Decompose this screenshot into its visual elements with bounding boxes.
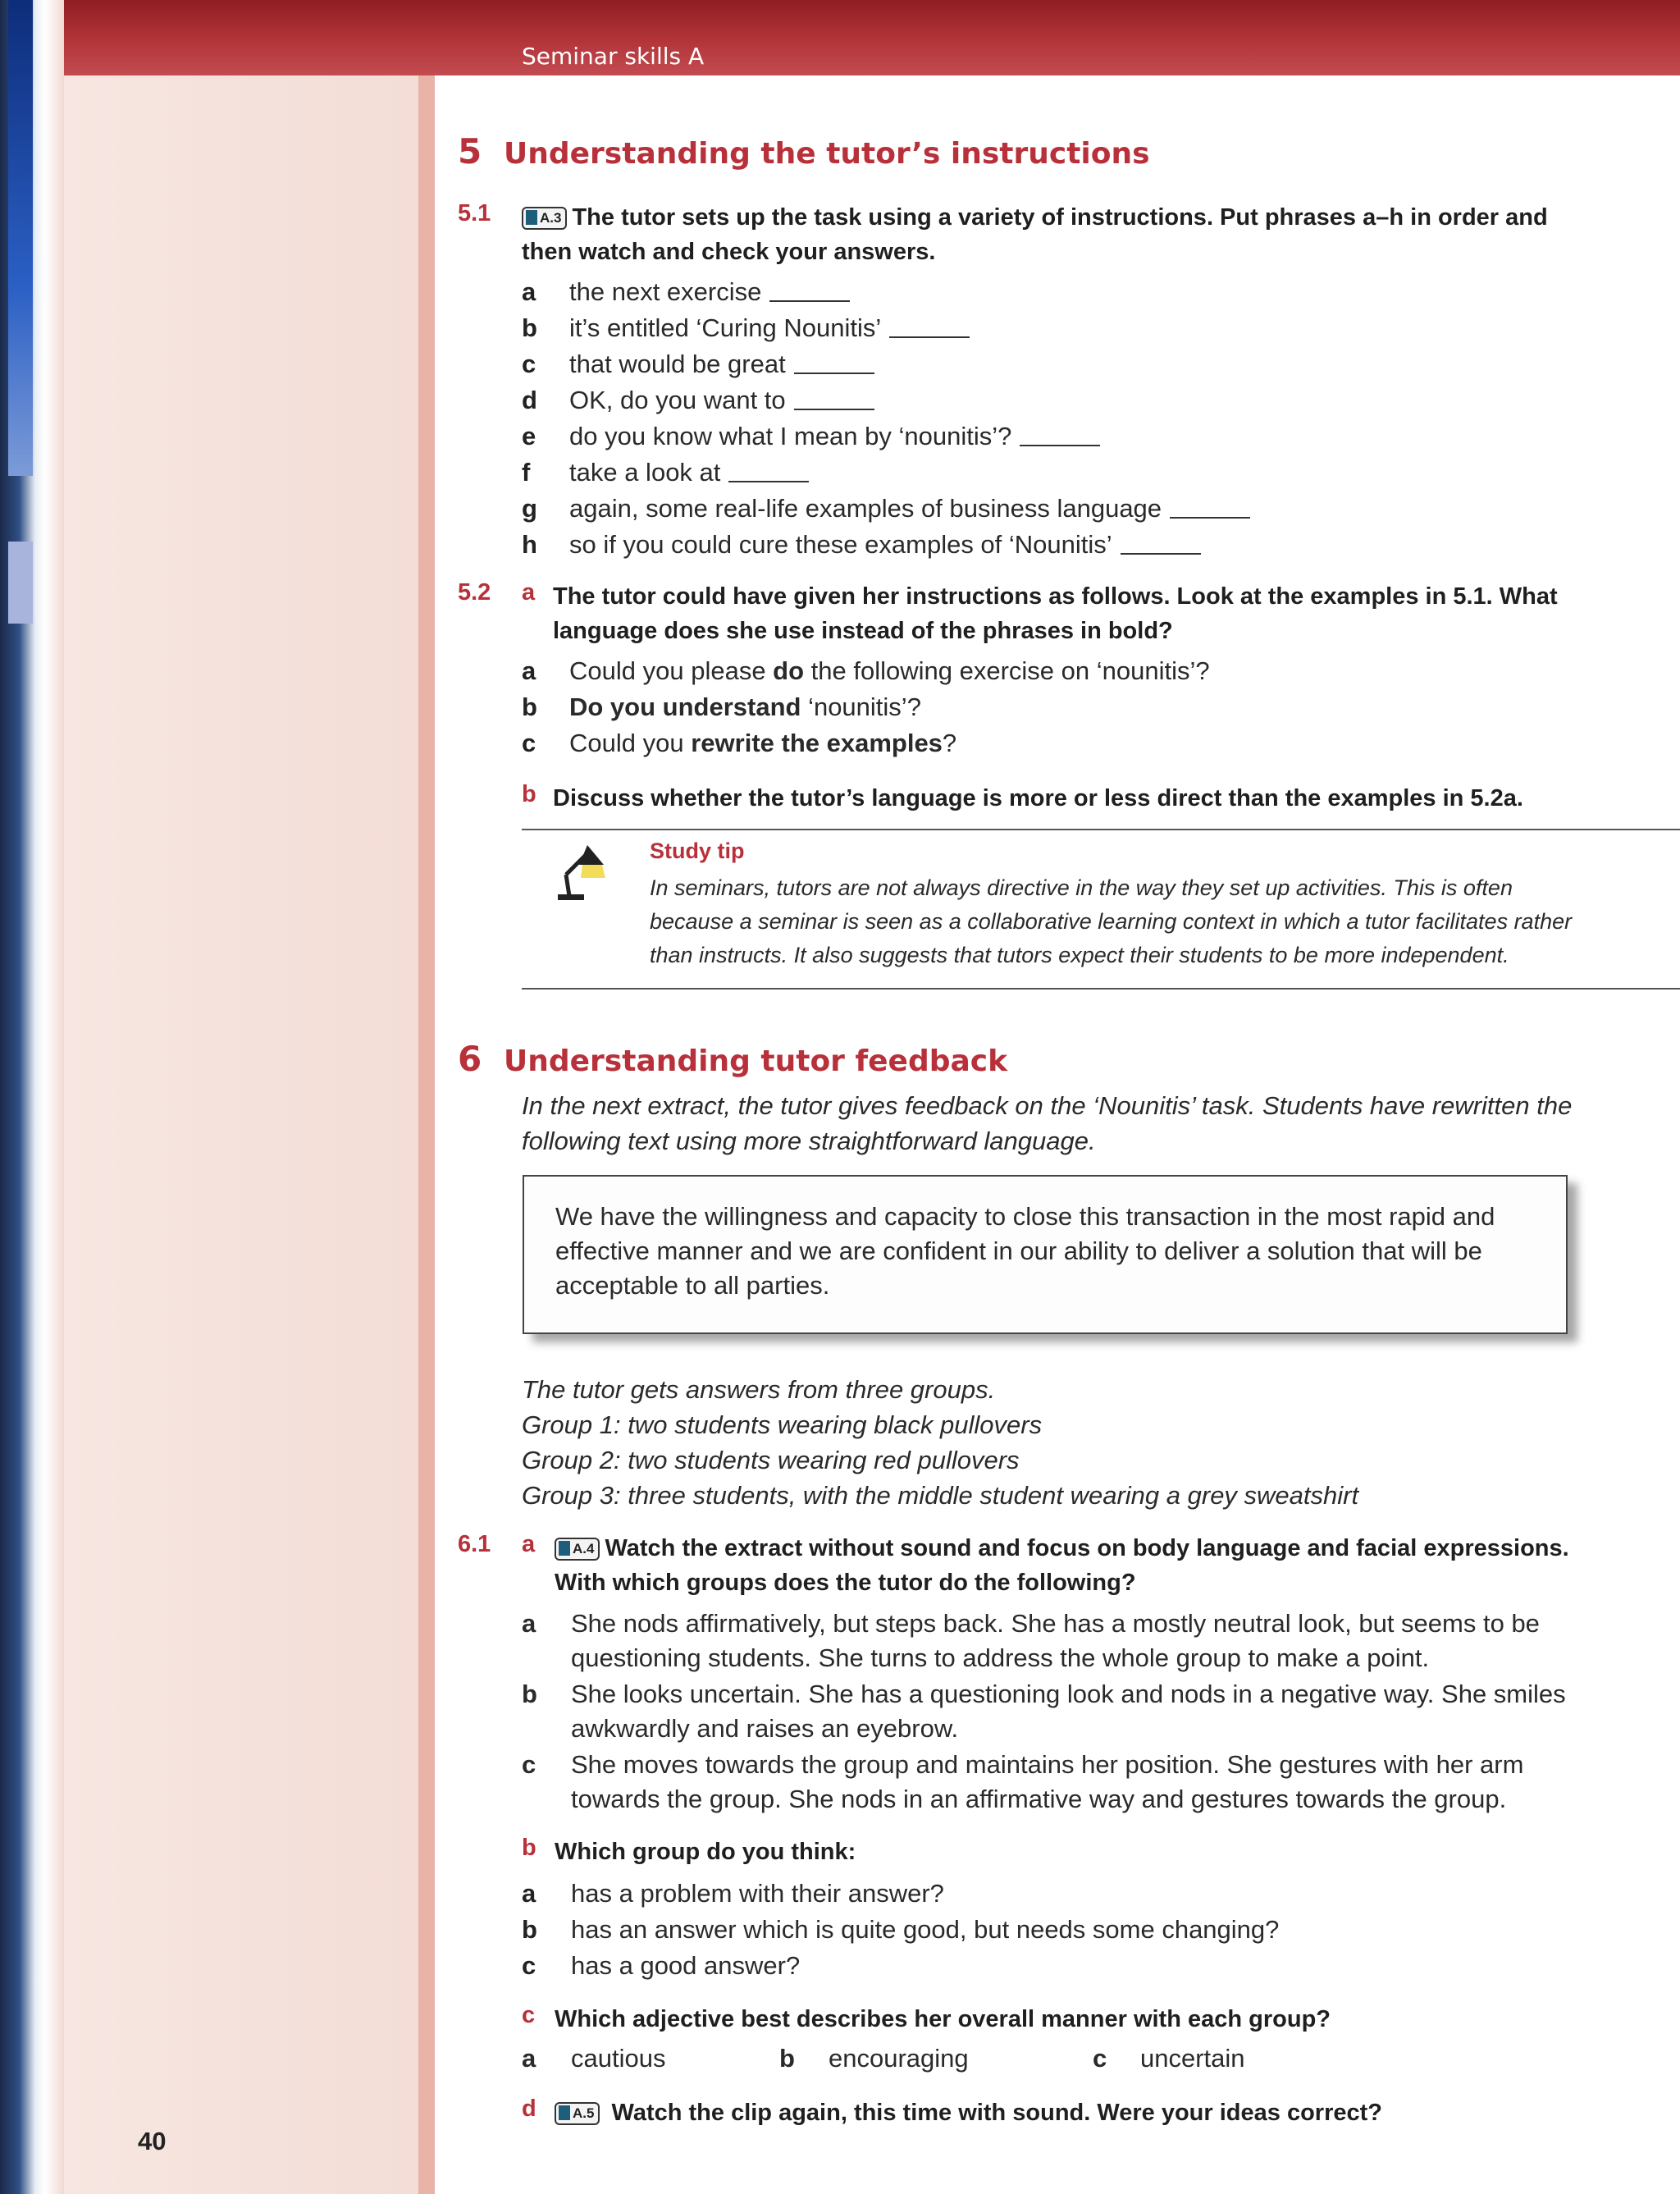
answer-blank[interactable]: [794, 353, 874, 374]
option-text: cautious: [571, 2044, 666, 2073]
item-letter: b: [522, 1680, 537, 1708]
section-title: Understanding tutor feedback: [504, 1044, 1008, 1078]
item-text: ‘nounitis’?: [801, 692, 921, 721]
part-letter: a: [522, 1531, 536, 1557]
option-letter: b: [779, 2044, 795, 2073]
item-letter: b: [522, 1915, 537, 1944]
section-number: 5: [458, 131, 482, 171]
bold-phrase: rewrite the examples: [691, 729, 943, 757]
item-letter: c: [522, 350, 536, 378]
answer-blank[interactable]: [728, 461, 809, 482]
instruction-line-1: Watch the extract without sound and focus on body language and facial expressions.: [605, 1535, 1569, 1561]
instruction-line-2: language does she use instead of the phrases in bold?: [553, 618, 1173, 644]
section-5-heading: [458, 131, 1150, 171]
left-margin-panel: [64, 75, 418, 2194]
instruction-line-1: The tutor could have given her instructions as follows. Look at the examples in 5.1. What: [553, 583, 1558, 610]
part-letter: d: [522, 2096, 536, 2122]
question-instruction: Which group do you think:: [555, 1839, 856, 1865]
item-letter: e: [522, 422, 536, 450]
item-letter: b: [522, 692, 537, 721]
answer-blank[interactable]: [769, 281, 850, 302]
list-item: [522, 1748, 1670, 1818]
divider: [522, 829, 1680, 830]
group-line: The tutor gets answers from three groups.: [522, 1375, 996, 1404]
part-letter: a: [522, 579, 536, 606]
question-instruction: Discuss whether the tutor’s language is more or less direct than the examples in 5.2a.: [553, 785, 1523, 811]
item-letter: g: [522, 494, 537, 523]
item-line: questioning students. She turns to address the whole group to make a point.: [571, 1643, 1430, 1672]
video-icon[interactable]: [555, 1538, 600, 1561]
item-text: so if you could cure these examples of ‘Nounitis’: [569, 530, 1112, 559]
question-instruction: [555, 2096, 1382, 2130]
behaviour-list: [522, 1607, 1670, 1818]
item-text: Could you please: [569, 656, 774, 685]
question-instruction: [522, 200, 1680, 269]
item-line: She nods affirmatively, but steps back. She has a mostly neutral look, but seems to be: [571, 1609, 1540, 1638]
video-icon[interactable]: [522, 207, 567, 230]
lamp-icon: [555, 840, 620, 906]
answer-blank[interactable]: [794, 389, 874, 410]
quote-box: [523, 1175, 1568, 1334]
section-6-intro: [522, 1088, 1670, 1159]
header-title: Seminar skills A: [522, 43, 705, 70]
part-letter: b: [522, 781, 536, 807]
item-text: [571, 1748, 1523, 1817]
list-item: [522, 1607, 1670, 1677]
item-letter: d: [522, 386, 537, 414]
option-text: encouraging: [829, 2044, 969, 2073]
question-number: 5.1: [458, 200, 491, 226]
section-6-heading: [458, 1039, 1007, 1079]
group-descriptions: [522, 1372, 1670, 1513]
item-letter: a: [522, 656, 536, 685]
bold-phrase: Do you understand: [569, 692, 801, 721]
item-letter: c: [522, 1951, 536, 1980]
instruction-line-2: With which groups does the tutor do the following?: [555, 1570, 1136, 1596]
intro-line: following text using more straightforward language.: [522, 1127, 1096, 1155]
item-text: [571, 1677, 1566, 1746]
item-line: She moves towards the group and maintains her position. She gestures with her arm: [571, 1750, 1524, 1779]
group-line: Group 3: three students, with the middle student wearing a grey sweatshirt: [522, 1481, 1359, 1510]
header-bar: [64, 0, 1680, 75]
item-text: OK, do you want to: [569, 386, 786, 414]
item-text: that would be great: [569, 350, 786, 378]
item-letter: b: [522, 313, 537, 342]
bold-phrase: do: [773, 656, 805, 685]
item-text: has a good answer?: [571, 1951, 801, 1980]
item-letter: a: [522, 277, 536, 306]
option-letter: a: [522, 2044, 536, 2073]
item-text: again, some real-life examples of business language: [569, 494, 1162, 523]
panel-edge: [418, 75, 435, 2194]
instruction-line: Watch the clip again, this time with sound. Were your ideas correct?: [611, 2100, 1382, 2126]
spine-stripe: [8, 0, 33, 476]
instruction-line-1: The tutor sets up the task using a variety of instructions. Put phrases a–h in order and: [572, 204, 1548, 231]
page-number: 40: [138, 2127, 167, 2155]
item-line: awkwardly and raises an eyebrow.: [571, 1714, 959, 1743]
film-icon: [559, 2105, 570, 2120]
item-line: towards the group. She nods in an affirmative way and gestures towards the group.: [571, 1785, 1507, 1813]
answer-blank[interactable]: [1020, 425, 1100, 446]
question-instruction: [555, 1531, 1680, 1600]
video-ref: A.4: [573, 1541, 595, 1556]
video-icon[interactable]: [555, 2102, 600, 2125]
study-tip-title: Study tip: [650, 839, 745, 863]
part-letter: b: [522, 1835, 536, 1861]
item-text: ?: [942, 729, 957, 757]
item-text: take a look at: [569, 458, 721, 487]
item-text: it’s entitled ‘Curing Nounitis’: [569, 313, 882, 342]
answer-blank[interactable]: [1170, 497, 1250, 519]
option-letter: c: [1093, 2044, 1107, 2073]
video-ref: A.5: [573, 2105, 595, 2121]
tip-line: In seminars, tutors are not always directive in the way they set up activities. This is often: [650, 875, 1513, 900]
question-number: 6.1: [458, 1531, 491, 1557]
answer-blank[interactable]: [889, 317, 970, 338]
item-letter: a: [522, 1609, 536, 1638]
film-icon: [526, 210, 537, 225]
item-text: has a problem with their answer?: [571, 1879, 944, 1908]
item-text: Could you: [569, 729, 692, 757]
item-text: do you know what I mean by ‘nounitis’?: [569, 422, 1012, 450]
tip-line: because a seminar is seen as a collaborative learning context in which a tutor facilitates rather: [650, 909, 1573, 934]
item-line: She looks uncertain. She has a questioning look and nods in a negative way. She smiles: [571, 1680, 1566, 1708]
list-item: [522, 1677, 1670, 1748]
video-ref: A.3: [540, 210, 562, 226]
item-text: has an answer which is quite good, but needs some changing?: [571, 1915, 1280, 1944]
item-letter: c: [522, 1750, 536, 1779]
group-line: Group 1: two students wearing black pullovers: [522, 1410, 1043, 1439]
item-text: the following exercise on ‘nounitis’?: [804, 656, 1210, 685]
question-number: 5.2: [458, 579, 491, 606]
item-text: [571, 1607, 1540, 1675]
intro-line: In the next extract, the tutor gives feedback on the ‘Nounitis’ task. Students have rewritten the: [522, 1091, 1573, 1120]
question-instruction: Which adjective best describes her overall manner with each group?: [555, 2006, 1331, 2032]
item-letter: h: [522, 530, 537, 559]
quote-text: We have the willingness and capacity to close this transaction in the most rapid and effective manner and we are confident in our ability to deliver a solution that will be acceptable to all parties.: [555, 1202, 1495, 1300]
section-number: 6: [458, 1039, 482, 1079]
tip-line: than instructs. It also suggests that tutors expect their students to be more independent.: [650, 943, 1509, 967]
spine-tab: [8, 542, 33, 624]
group-line: Group 2: two students wearing red pullovers: [522, 1446, 1020, 1474]
question-instruction: [553, 579, 1680, 648]
item-text: the next exercise: [569, 277, 762, 306]
answer-blank[interactable]: [1121, 533, 1201, 555]
film-icon: [559, 1541, 570, 1556]
instruction-line-2: then watch and check your answers.: [522, 239, 936, 265]
part-letter: c: [522, 2002, 536, 2028]
item-letter: c: [522, 729, 536, 757]
divider: [522, 988, 1680, 990]
option-text: uncertain: [1140, 2044, 1245, 2073]
item-letter: a: [522, 1879, 536, 1908]
study-tip-text: [650, 871, 1680, 972]
item-letter: f: [522, 458, 531, 487]
section-title: Understanding the tutor’s instructions: [504, 137, 1150, 171]
